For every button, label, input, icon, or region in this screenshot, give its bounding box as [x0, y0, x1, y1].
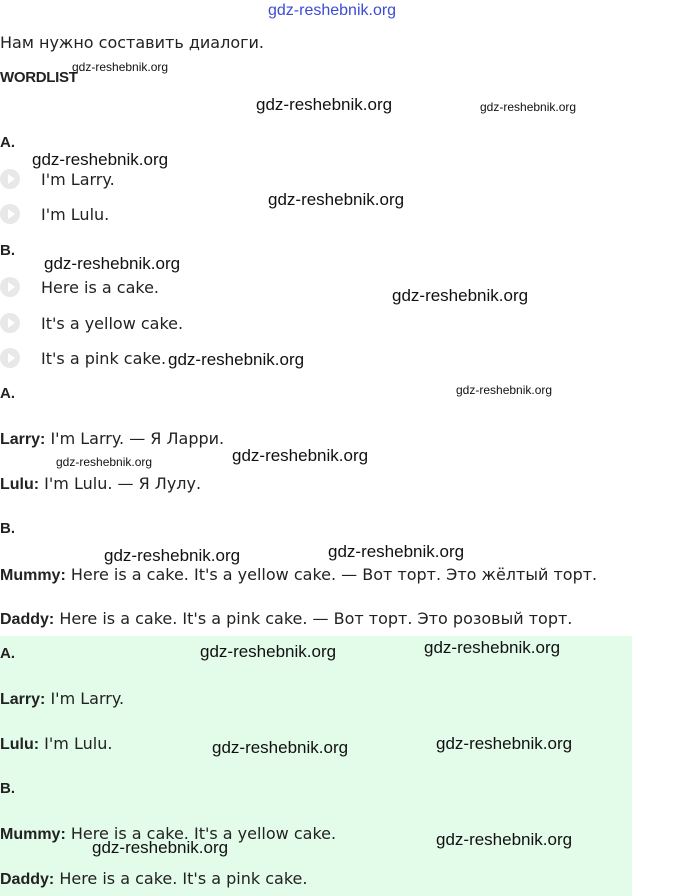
dialogue-text: I'm Larry. — Я Ларри. — [45, 429, 225, 448]
wordlist-phrase: I'm Lulu. — [41, 204, 110, 224]
site-watermark-header: gdz-reshebnik.org — [268, 2, 397, 19]
intro-text: Нам нужно составить диалоги. — [0, 33, 265, 52]
answer-section-b-label: B. — [0, 780, 15, 797]
speaker-colon: : — [48, 611, 55, 628]
wordlist-item[interactable] — [0, 167, 115, 191]
watermark: gdz-reshebnik.org — [424, 638, 561, 657]
dialogue-line — [0, 609, 572, 629]
dialogue-text: Here is a cake. It's a pink cake. — Вот торт. Это розовый торт. — [54, 609, 573, 628]
translation-section-b-label: B. — [0, 520, 15, 537]
wordlist-item[interactable] — [0, 311, 183, 335]
watermark: gdz-reshebnik.org — [392, 286, 529, 305]
speaker-name: Daddy — [0, 611, 49, 628]
wordlist-section-a-label: A. — [0, 134, 15, 151]
play-audio-icon[interactable] — [0, 313, 20, 333]
wordlist-phrase: Here is a cake. — [41, 277, 160, 297]
speaker-name: Lulu — [0, 736, 34, 753]
dialogue-line — [0, 474, 201, 494]
play-audio-icon[interactable] — [0, 204, 20, 224]
wordlist-phrase: It's a yellow cake. — [41, 313, 184, 333]
speaker-colon: : — [40, 431, 46, 448]
wordlist-phrase: I'm Larry. — [41, 169, 115, 189]
wordlist-item[interactable] — [0, 275, 159, 299]
speaker-name: Mummy — [0, 567, 61, 584]
watermark: gdz-reshebnik.org — [72, 60, 169, 74]
speaker-name: Mummy — [0, 826, 61, 843]
watermark: gdz-reshebnik.org — [256, 95, 393, 114]
speaker-colon: : — [40, 691, 46, 708]
watermark: gdz-reshebnik.org — [200, 642, 337, 661]
play-audio-icon[interactable] — [0, 348, 20, 368]
wordlist-item[interactable] — [0, 346, 166, 370]
wordlist-section-b-label: B. — [0, 242, 15, 259]
dialogue-text: I'm Lulu. — Я Лулу. — [39, 474, 202, 493]
watermark: gdz-reshebnik.org — [56, 455, 153, 469]
watermark: gdz-reshebnik.org — [480, 100, 577, 114]
watermark: gdz-reshebnik.org — [436, 734, 573, 753]
watermark: gdz-reshebnik.org — [232, 446, 369, 465]
speaker-name: Larry — [0, 691, 41, 708]
dialogue-text: I'm Larry. — [45, 689, 125, 708]
speaker-colon: : — [60, 567, 66, 584]
wordlist-phrase: It's a pink cake. — [41, 348, 167, 368]
watermark: gdz-reshebnik.org — [268, 190, 405, 209]
watermark: gdz-reshebnik.org — [456, 383, 553, 397]
dialogue-line — [0, 429, 224, 449]
watermark: gdz-reshebnik.org — [104, 546, 241, 565]
dialogue-line — [0, 565, 597, 585]
watermark: gdz-reshebnik.org — [168, 350, 305, 369]
dialogue-text: I'm Lulu. — [39, 734, 113, 753]
answer-line — [0, 689, 124, 709]
dialogue-text: Here is a cake. It's a yellow cake. — [65, 824, 337, 843]
watermark: gdz-reshebnik.org — [212, 738, 349, 757]
watermark: gdz-reshebnik.org — [92, 838, 229, 857]
wordlist-item[interactable] — [0, 202, 109, 226]
answer-section-a-label: A. — [0, 645, 15, 662]
play-audio-icon[interactable] — [0, 169, 20, 189]
answer-line — [0, 869, 307, 889]
speaker-colon: : — [60, 826, 66, 843]
watermark: gdz-reshebnik.org — [328, 542, 465, 561]
watermark: gdz-reshebnik.org — [436, 830, 573, 849]
watermark: gdz-reshebnik.org — [32, 150, 169, 169]
translation-section-a-label: A. — [0, 385, 15, 402]
speaker-name: Lulu — [0, 476, 34, 493]
speaker-name: Daddy — [0, 871, 49, 888]
speaker-colon: : — [33, 476, 40, 493]
dialogue-text: Here is a cake. It's a pink cake. — [54, 869, 308, 888]
speaker-name: Larry — [0, 431, 41, 448]
play-audio-icon[interactable] — [0, 277, 20, 297]
answer-line — [0, 734, 112, 754]
watermark: gdz-reshebnik.org — [44, 254, 181, 273]
speaker-colon: : — [33, 736, 40, 753]
speaker-colon: : — [48, 871, 55, 888]
wordlist-title: WORDLIST — [0, 69, 78, 86]
dialogue-text: Here is a cake. It's a yellow cake. — Вот торт. Это жёлтый торт. — [65, 565, 598, 584]
